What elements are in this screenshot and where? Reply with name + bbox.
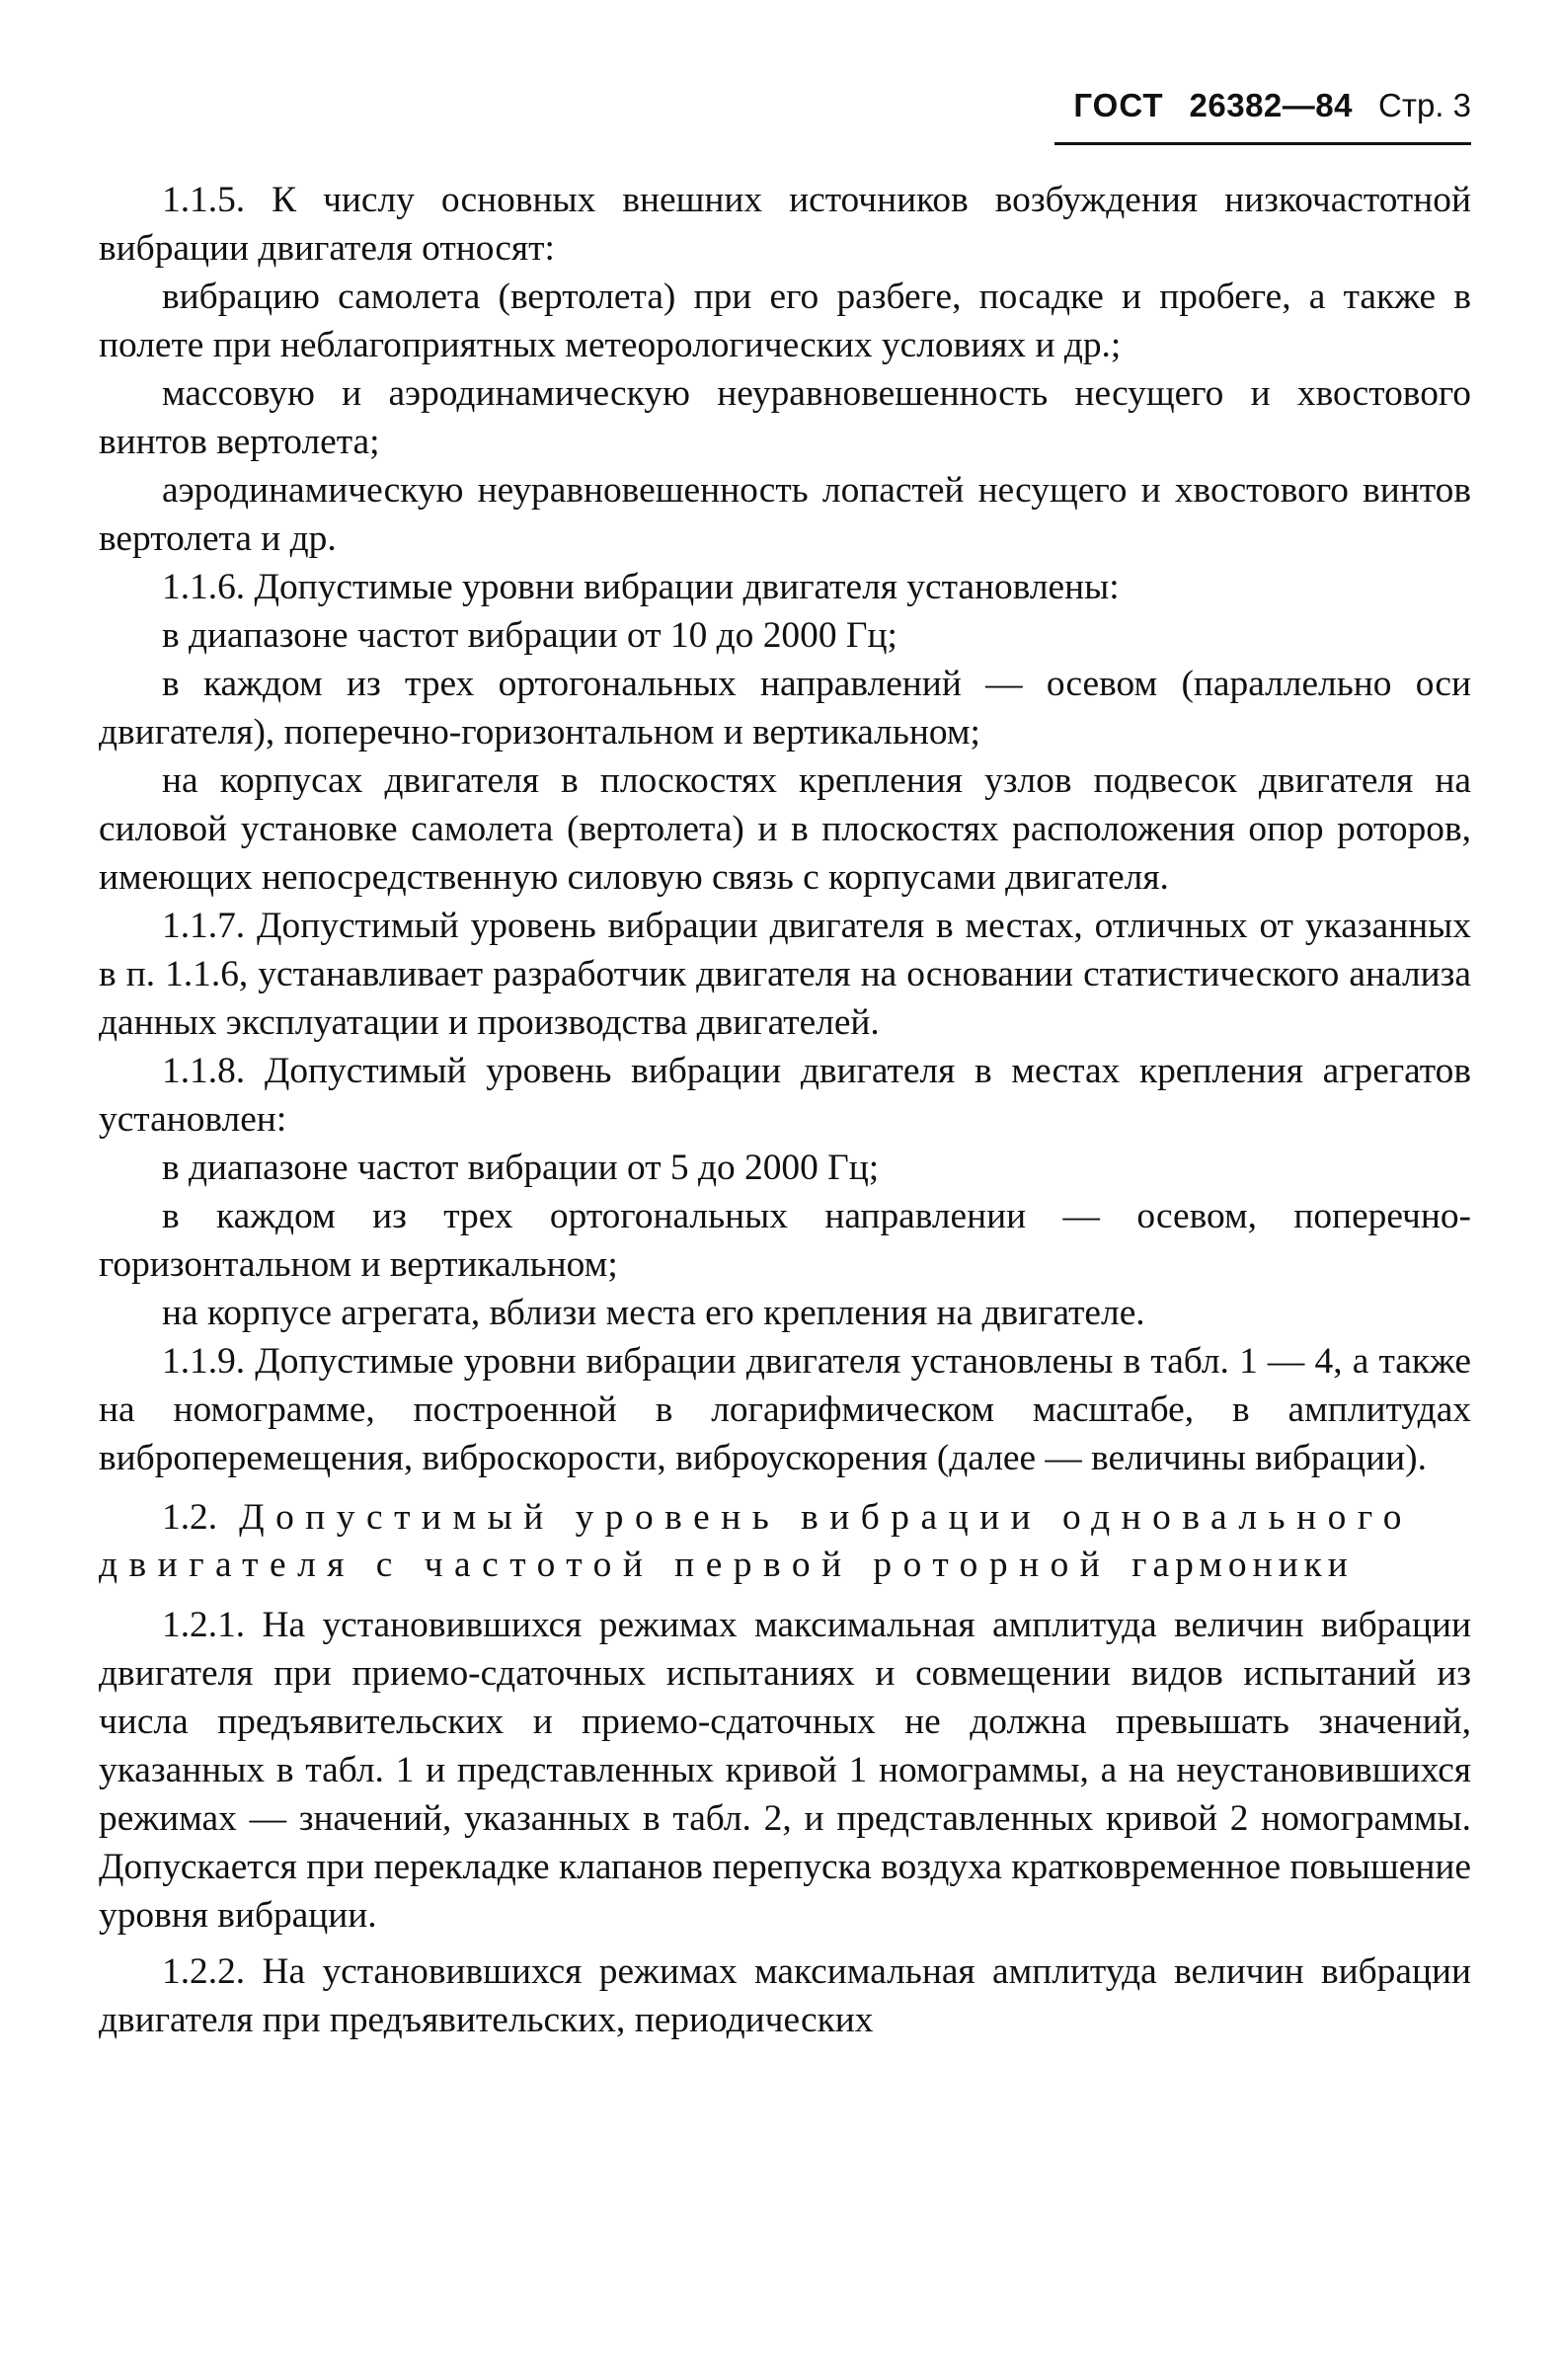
list-item: вибрацию самолета (вертолета) при его разбеге, посадке и пробеге, а также в полете при неблагоприятных метеорологических условиях и др.; — [99, 277, 1471, 365]
section-heading-1-2 — [99, 1494, 1471, 1589]
list-item: в каждом из трех ортогональных направлении — осевом, поперечно-горизонтальном и вертикальном; — [99, 1196, 1471, 1285]
page-header — [99, 87, 1471, 134]
clause-1-2-2: 1.2.2. На установившихся режимах максимальная амплитуда величин вибрации двигателя при предъявительских, периодических — [99, 1951, 1471, 2040]
clause-1-1-5: 1.1.5. К числу основных внешних источников возбуждения низкочастотной вибрации двигателя относят: — [99, 180, 1471, 269]
clause-1-1-6: 1.1.6. Допустимые уровни вибрации двигателя установлены: — [162, 567, 1120, 607]
list-item: в диапазоне частот вибрации от 10 до 2000 Гц; — [162, 615, 897, 656]
standard-number: 26382—84 — [1189, 87, 1353, 123]
clause-1-1-9: 1.1.9. Допустимые уровни вибрации двигателя установлены в табл. 1 — 4, а также на номограмме, построенной в логарифмическом масштабе, в амплитудах виброперемещения, виброскорости, виброускорения (далее — величины вибрации). — [99, 1341, 1471, 1478]
page-number: Стр. 3 — [1378, 87, 1471, 123]
clause-1-1-7: 1.1.7. Допустимый уровень вибрации двигателя в местах, отличных от указанных в п. 1.1.6, устанавливает разработчик двигателя на основании статистического анализа данных эксплуатации и производства двигателей. — [99, 906, 1471, 1043]
standard-label: ГОСТ — [1073, 87, 1164, 123]
list-item: на корпусе агрегата, вблизи места его крепления на двигателе. — [162, 1293, 1145, 1333]
list-item: на корпусах двигателя в плоскостях крепления узлов подвесок двигателя на силовой установке самолета (вертолета) и в плоскостях расположения опор роторов, имеющих непосредственную силовую связь с корпусами двигателя. — [99, 760, 1471, 898]
header-rule — [1054, 142, 1471, 145]
clause-1-1-8: 1.1.8. Допустимый уровень вибрации двигателя в местах крепления агрегатов установлен: — [99, 1051, 1471, 1140]
document-body — [99, 176, 1471, 2044]
list-item: аэродинамическую неуравновешенность лопастей несущего и хвостового винтов вертолета и др. — [99, 470, 1471, 559]
section-number: 1.2. — [162, 1497, 218, 1538]
section-title: Допустимый уровень вибрации одновального двигателя с частотой первой роторной — [99, 1497, 1413, 1585]
section-title-tail: гармоники — [1131, 1545, 1354, 1585]
list-item: в диапазоне частот вибрации от 5 до 2000 Гц; — [162, 1148, 880, 1188]
clause-1-2-1: 1.2.1. На установившихся режимах максимальная амплитуда величин вибрации двигателя при приемо-сдаточных испытаниях и совмещении видов испытаний из числа предъявительских и приемо-сдаточных не должна превышать значений, указанных в табл. 1 и представленных кривой 1 номограммы, а на неустановившихся режимах — значений, указанных в табл. 2, и представленных кривой 2 номограммы. Допускается при перекладке клапанов перепуска воздуха кратковременное повышение уровня вибрации. — [99, 1605, 1471, 1936]
list-item: в каждом из трех ортогональных направлений — осевом (параллельно оси двигателя), поперечно-горизонтальном и вертикальном; — [99, 664, 1471, 753]
list-item: массовую и аэродинамическую неуравновешенность несущего и хвостового винтов вертолета; — [99, 373, 1471, 462]
